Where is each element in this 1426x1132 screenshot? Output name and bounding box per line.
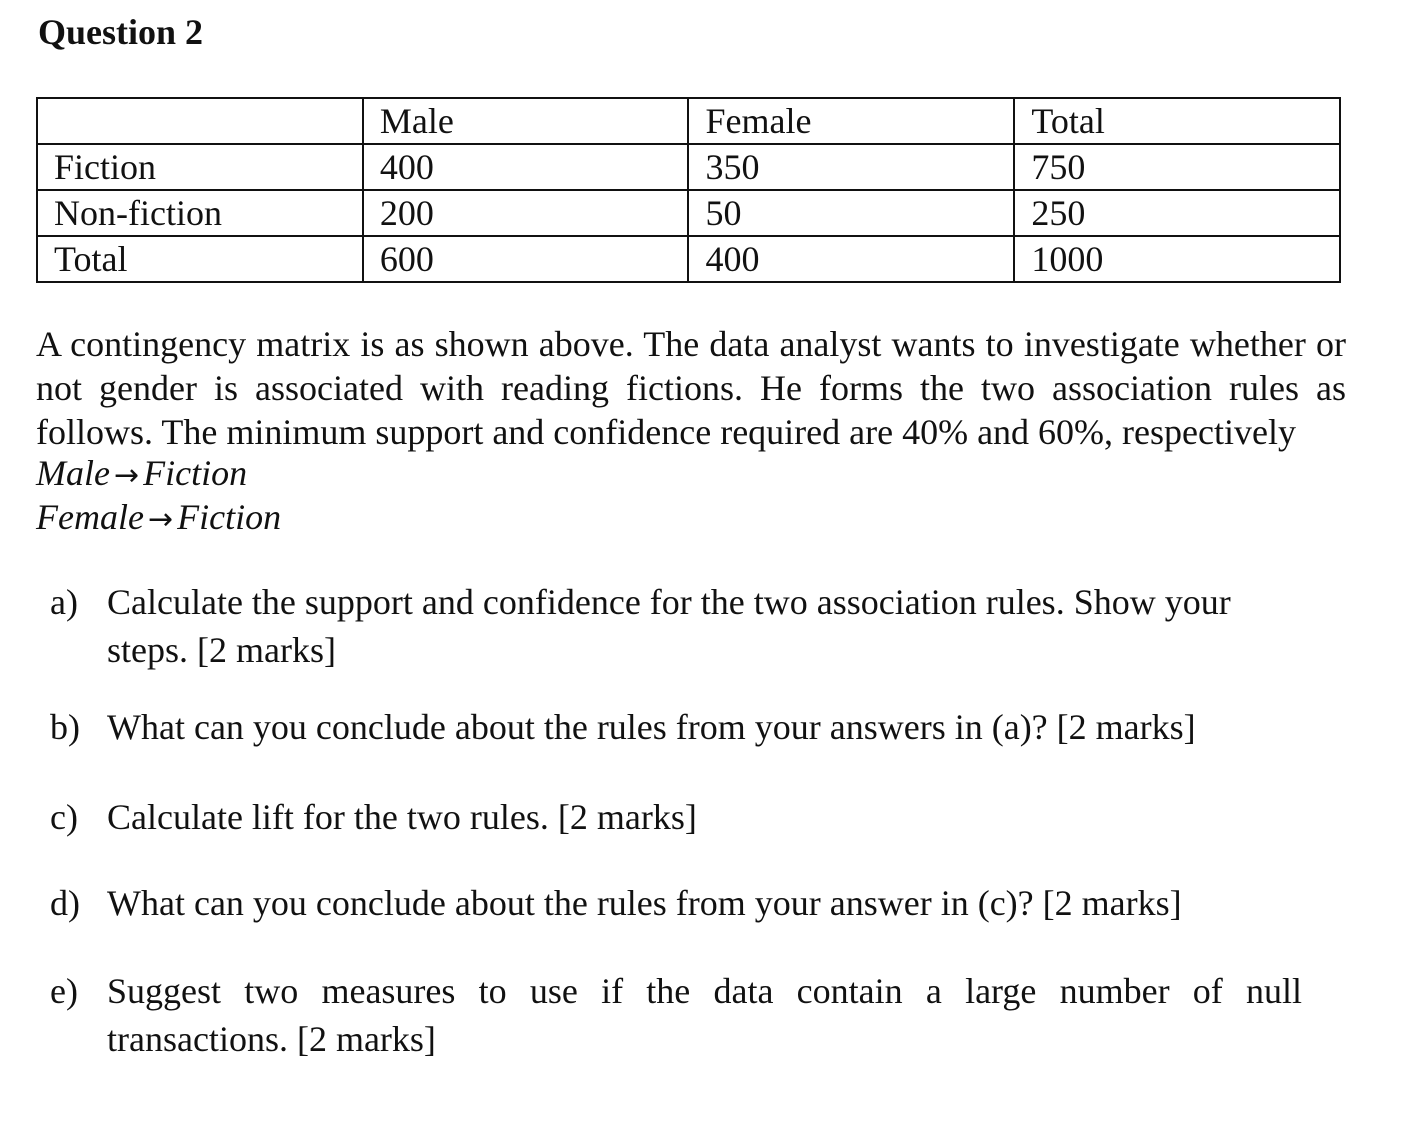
question-letter: b) [50,707,80,747]
association-rule-female [36,495,281,542]
table-cell: 1000 [1014,236,1340,282]
rule-consequent: Fiction [143,453,248,493]
table-cell: 250 [1014,190,1340,236]
table-header-cell: Total [1014,98,1340,144]
table-header-cell [37,98,363,144]
problem-description: A contingency matrix is as shown above. The data analyst wants to investigate whether or not gender is associated with reading fictions. He forms the two association rules as follows. The minimum support and confidence required are 40% and 60%, respectively [36,324,1346,452]
question-title: Question 2 [38,12,204,52]
contingency-table [36,97,1341,283]
rule-antecedent: Male [36,453,110,493]
question-item-e [50,967,1302,1063]
question-item-c [50,793,1302,841]
table-row [37,190,1340,236]
question-text: What can you conclude about the rules from your answer in (c)? [2 marks] [107,883,1182,923]
table-row [37,144,1340,190]
question-text: What can you conclude about the rules from your answers in (a)? [2 marks] [107,707,1196,747]
question-letter: e) [50,971,78,1011]
table-row-label: Fiction [37,144,363,190]
table-cell: 400 [688,236,1014,282]
question-text: Suggest two measures to use if the data contain a large number of null transactions. [2 marks] [107,971,1302,1059]
table-cell: 400 [363,144,689,190]
rule-antecedent: Female [36,497,144,537]
table-row [37,236,1340,282]
rule-consequent: Fiction [177,497,282,537]
table-cell: 600 [363,236,689,282]
table-header-row [37,98,1340,144]
arrow-icon: → [113,458,140,493]
question-letter: c) [50,797,78,837]
question-text: Calculate lift for the two rules. [2 marks] [107,797,697,837]
question-item-b [50,703,1302,751]
table-header-cell: Female [688,98,1014,144]
table-cell: 750 [1014,144,1340,190]
association-rule-male [36,451,247,498]
question-letter: a) [50,582,78,622]
question-item-a [50,578,1302,674]
table-row-label: Non-fiction [37,190,363,236]
table-cell: 200 [363,190,689,236]
table-row-label: Total [37,236,363,282]
question-text: Calculate the support and confidence for the two association rules. Show your steps. [2 marks] [107,582,1231,670]
table-cell: 350 [688,144,1014,190]
table-header-cell: Male [363,98,689,144]
question-item-d [50,879,1302,927]
question-letter: d) [50,883,80,923]
arrow-icon: → [147,502,174,537]
table-cell: 50 [688,190,1014,236]
